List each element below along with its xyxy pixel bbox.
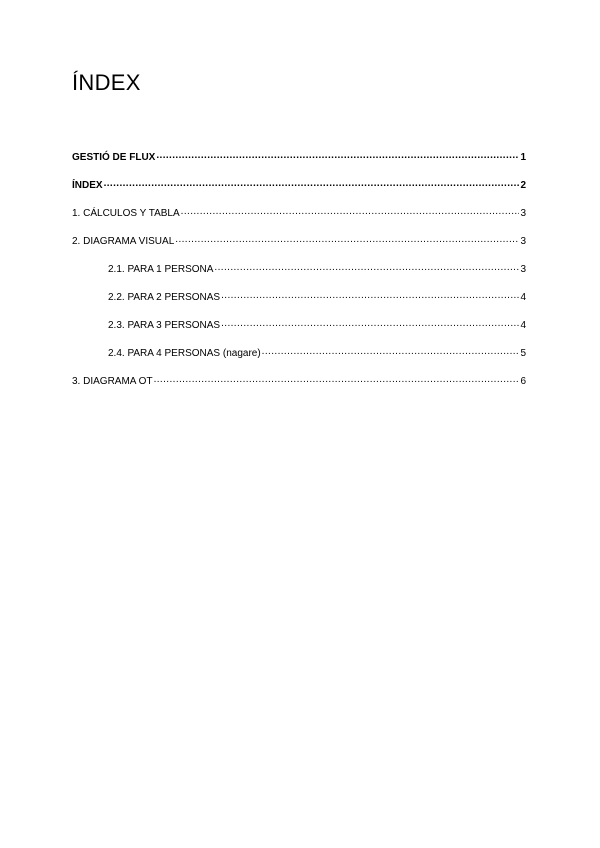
toc-entry-label: 3. DIAGRAMA OT bbox=[72, 376, 153, 387]
toc-entry-diagrama-visual[interactable] bbox=[72, 234, 526, 262]
toc-entry-diagrama-ot[interactable] bbox=[72, 374, 526, 402]
toc-entry-para-3-personas[interactable] bbox=[72, 318, 526, 346]
toc-entry-calculos-y-tabla[interactable] bbox=[72, 206, 526, 234]
toc-leader-dots bbox=[221, 318, 519, 328]
toc-entry-para-4-personas[interactable] bbox=[72, 346, 526, 374]
toc-page-number: 4 bbox=[520, 292, 526, 303]
toc-entry-para-2-personas[interactable] bbox=[72, 290, 526, 318]
toc-entry-label: 2. DIAGRAMA VISUAL bbox=[72, 236, 175, 247]
toc-entry-label: 2.3. PARA 3 PERSONAS bbox=[108, 320, 221, 331]
toc-page-number: 5 bbox=[520, 348, 526, 359]
toc-leader-dots bbox=[181, 206, 520, 216]
toc-entry-para-1-persona[interactable] bbox=[72, 262, 526, 290]
toc-page-number: 3 bbox=[520, 264, 526, 275]
toc-leader-dots bbox=[154, 374, 520, 384]
toc-entry-label: 2.2. PARA 2 PERSONAS bbox=[108, 292, 221, 303]
toc-entry-label: 2.4. PARA 4 PERSONAS (nagare) bbox=[108, 348, 261, 359]
toc-leader-dots bbox=[104, 178, 520, 188]
toc-page-number: 3 bbox=[520, 236, 526, 247]
page-title: ÍNDEX bbox=[72, 70, 141, 95]
toc-entry-gestio-de-flux[interactable] bbox=[72, 150, 526, 178]
toc-leader-dots bbox=[221, 290, 519, 300]
toc-entry-label: 1. CÁLCULOS Y TABLA bbox=[72, 208, 180, 219]
toc-page-number: 2 bbox=[520, 180, 526, 191]
toc-page-number: 1 bbox=[520, 152, 526, 163]
toc-entry-index[interactable] bbox=[72, 178, 526, 206]
toc-page-number: 3 bbox=[520, 208, 526, 219]
toc-entry-label: 2.1. PARA 1 PERSONA bbox=[108, 264, 214, 275]
toc-entry-label: ÍNDEX bbox=[72, 180, 103, 191]
toc-page-number: 6 bbox=[520, 376, 526, 387]
toc-entry-label: GESTIÓ DE FLUX bbox=[72, 152, 156, 163]
toc-leader-dots bbox=[175, 234, 519, 244]
toc-page-number: 4 bbox=[520, 320, 526, 331]
toc-leader-dots bbox=[262, 346, 520, 356]
toc-leader-dots bbox=[214, 262, 519, 272]
table-of-contents bbox=[72, 150, 526, 402]
toc-leader-dots bbox=[156, 150, 519, 160]
